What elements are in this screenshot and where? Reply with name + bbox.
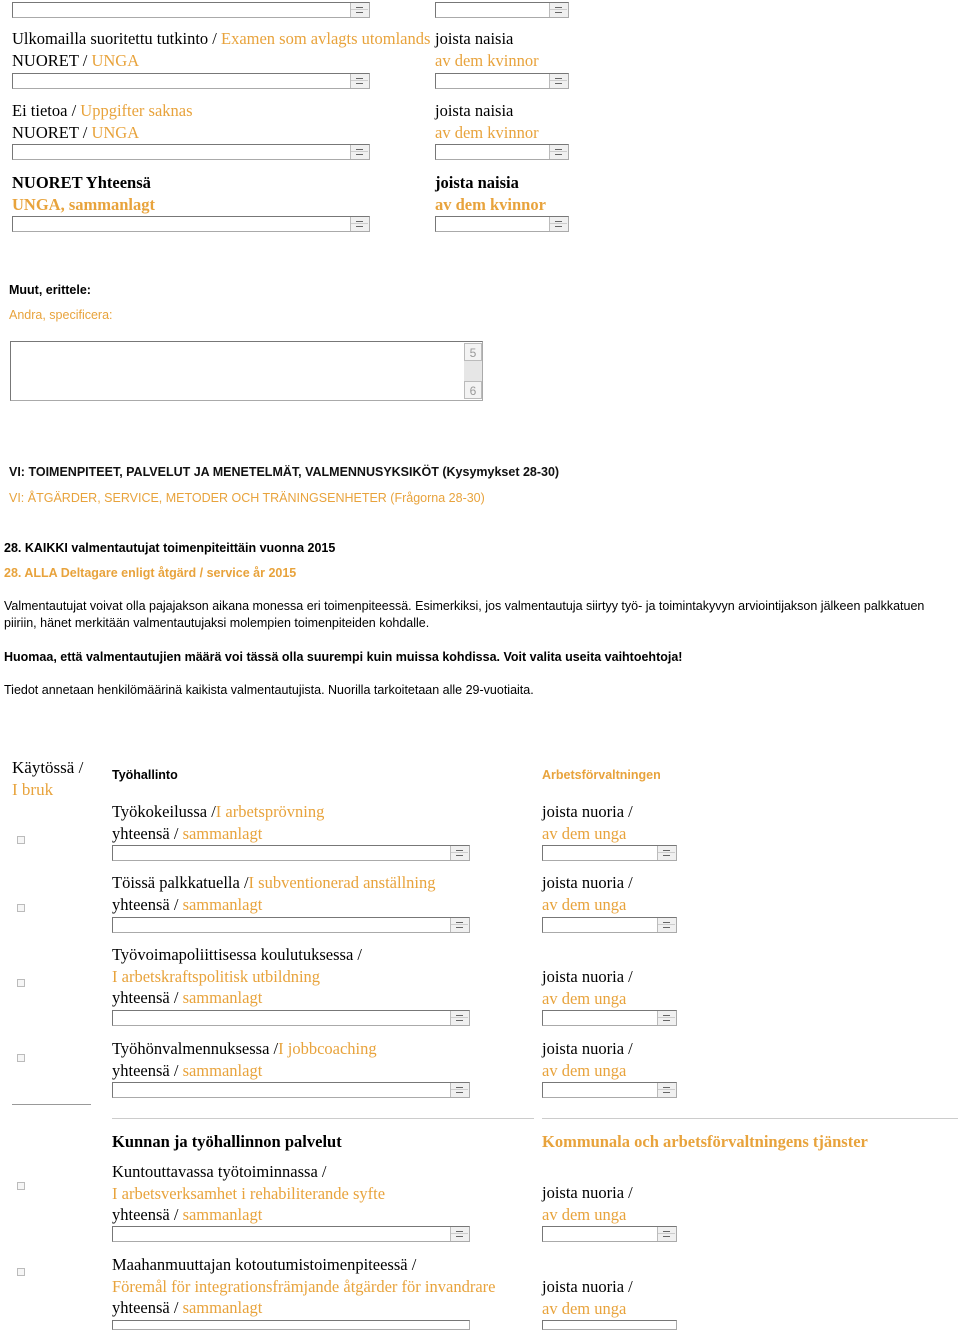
scroll-down-button[interactable]: 6 bbox=[464, 381, 482, 399]
spinner-icon[interactable] bbox=[657, 1227, 676, 1241]
q28-instructions-1: Valmentautujat voivat olla pajajakson aikana monessa eri toimenpiteessä. Esimerkiksi, jos valmentautuja siirtyy työ- ja toimintakyvyn arviointijakson jälkeen palkkatuen piiriin, hänet merkitään valmentautujaksi molempien toimenpiteiden kohdalle. bbox=[4, 599, 925, 630]
youth-input-5[interactable] bbox=[542, 1320, 677, 1330]
foreign-degree-women-input[interactable] bbox=[435, 73, 569, 89]
group1-title-sv: Arbetsförvaltningen bbox=[542, 768, 661, 782]
q28-title-fi: 28. KAIKKI valmentautujat toimenpiteittäin vuonna 2015 bbox=[4, 541, 336, 555]
row-label-3: Työhönvalmennuksessa /I jobbcoaching yhteensä / sammanlagt bbox=[112, 1039, 377, 1080]
in-use-checkbox-4[interactable] bbox=[17, 1182, 25, 1190]
in-use-checkbox-0[interactable] bbox=[17, 836, 25, 844]
youth-total-women-input[interactable] bbox=[435, 216, 569, 232]
spinner-icon[interactable] bbox=[657, 1083, 676, 1097]
number-field-top-1[interactable] bbox=[12, 2, 370, 18]
spinner-icon[interactable] bbox=[657, 1011, 676, 1025]
q28-instructions-3: Tiedot annetaan henkilömäärinä kaikista valmentautujista. Nuorilla tarkoitetaan alle 29-vuotiaita. bbox=[4, 683, 534, 697]
spinner-icon[interactable] bbox=[450, 1011, 469, 1025]
total-input-3[interactable] bbox=[112, 1082, 470, 1098]
other-specify-textarea[interactable] bbox=[10, 341, 483, 401]
spinner-icon[interactable] bbox=[350, 3, 369, 17]
total-input-5[interactable] bbox=[112, 1320, 470, 1330]
label-women-3: joista naisia av dem kvinnor bbox=[435, 173, 546, 214]
number-field-top-1-women[interactable] bbox=[435, 2, 569, 18]
no-info-youth-input[interactable] bbox=[12, 144, 370, 160]
in-use-header: Käytössä / I bruk bbox=[12, 758, 84, 799]
foreign-degree-youth-input[interactable] bbox=[12, 73, 370, 89]
group2-title-fi: Kunnan ja työhallinnon palvelut bbox=[112, 1132, 342, 1151]
spinner-icon[interactable] bbox=[450, 1083, 469, 1097]
scroll-up-button[interactable]: 5 bbox=[464, 343, 482, 361]
youth-input-1[interactable] bbox=[542, 917, 677, 933]
spinner-icon[interactable] bbox=[350, 217, 369, 231]
spinner-icon[interactable] bbox=[657, 918, 676, 932]
group1-title-fi: Työhallinto bbox=[112, 768, 178, 782]
youth-input-0[interactable] bbox=[542, 845, 677, 861]
spinner-icon[interactable] bbox=[549, 74, 568, 88]
row-label-0: Työkokeilussa /I arbetsprövning yhteensä / sammanlagt bbox=[112, 802, 325, 843]
row-label-4: Kuntouttavassa työtoiminnassa / I arbetsverksamhet i rehabiliterande syfte yhteensä / sammanlagt bbox=[112, 1162, 386, 1224]
spinner-icon[interactable] bbox=[549, 145, 568, 159]
youth-input-3[interactable] bbox=[542, 1082, 677, 1098]
spinner-icon[interactable] bbox=[450, 918, 469, 932]
spinner-icon[interactable] bbox=[350, 145, 369, 159]
youth-label-3: joista nuoria / av dem unga bbox=[542, 1039, 633, 1080]
separator-left bbox=[12, 1104, 91, 1105]
youth-input-2[interactable] bbox=[542, 1010, 677, 1026]
other-label-fi: Muut, erittele: bbox=[9, 283, 91, 297]
q28-instructions-2: Huomaa, että valmentautujien määrä voi tässä olla suurempi kuin muissa kohdissa. Voit valita useita vaihtoehtoja! bbox=[4, 650, 683, 664]
separator-mid bbox=[112, 1118, 534, 1119]
spinner-icon[interactable] bbox=[450, 1227, 469, 1241]
spinner-icon[interactable] bbox=[450, 846, 469, 860]
spinner-icon[interactable] bbox=[657, 846, 676, 860]
label-women-2: joista naisia av dem kvinnor bbox=[435, 101, 539, 142]
total-input-0[interactable] bbox=[112, 845, 470, 861]
q28-title-sv: 28. ALLA Deltagare enligt åtgärd / service år 2015 bbox=[4, 566, 297, 580]
youth-total-input[interactable] bbox=[12, 216, 370, 232]
separator-right bbox=[542, 1118, 958, 1119]
in-use-checkbox-2[interactable] bbox=[17, 979, 25, 987]
label-no-info: Ei tietoa / Uppgifter saknas NUORET / UNGA bbox=[12, 101, 193, 142]
youth-label-4: joista nuoria / av dem unga bbox=[542, 1183, 633, 1224]
row-label-5: Maahanmuuttajan kotoutumistoimenpiteessä / Föremål för integrationsfrämjande åtgärder för invandrare yhteensä / sammanlagt bbox=[112, 1255, 496, 1317]
in-use-checkbox-1[interactable] bbox=[17, 904, 25, 912]
section-title-sv: VI: ÅTGÄRDER, SERVICE, METODER OCH TRÄNINGSENHETER (Frågorna 28-30) bbox=[9, 491, 485, 505]
youth-input-4[interactable] bbox=[542, 1226, 677, 1242]
other-label-sv: Andra, specificera: bbox=[9, 308, 113, 322]
in-use-checkbox-5[interactable] bbox=[17, 1268, 25, 1276]
total-input-1[interactable] bbox=[112, 917, 470, 933]
youth-label-5: joista nuoria / av dem unga bbox=[542, 1277, 633, 1318]
no-info-women-input[interactable] bbox=[435, 144, 569, 160]
group2-title-sv: Kommunala och arbetsförvaltningens tjänster bbox=[542, 1132, 868, 1151]
total-input-4[interactable] bbox=[112, 1226, 470, 1242]
youth-label-2: joista nuoria / av dem unga bbox=[542, 967, 633, 1008]
row-label-2: Työvoimapoliittisessa koulutuksessa / I arbetskraftspolitisk utbildning yhteensä / sammanlagt bbox=[112, 945, 362, 1007]
section-title-fi: VI: TOIMENPITEET, PALVELUT JA MENETELMÄT, VALMENNUSYKSIKÖT (Kysymykset 28-30) bbox=[9, 465, 560, 479]
spinner-icon[interactable] bbox=[549, 3, 568, 17]
label-foreign-degree: Ulkomailla suoritettu tutkinto / Examen som avlagts utomlands NUORET / UNGA bbox=[12, 29, 431, 70]
label-women-1: joista naisia av dem kvinnor bbox=[435, 29, 539, 70]
row-label-1: Töissä palkkatuella /I subventionerad anställning yhteensä / sammanlagt bbox=[112, 873, 436, 914]
youth-label-1: joista nuoria / av dem unga bbox=[542, 873, 633, 914]
in-use-checkbox-3[interactable] bbox=[17, 1054, 25, 1062]
spinner-icon[interactable] bbox=[549, 217, 568, 231]
youth-label-0: joista nuoria / av dem unga bbox=[542, 802, 633, 843]
total-input-2[interactable] bbox=[112, 1010, 470, 1026]
spinner-icon[interactable] bbox=[350, 74, 369, 88]
label-youth-total: NUORET Yhteensä UNGA, sammanlagt bbox=[12, 173, 155, 214]
